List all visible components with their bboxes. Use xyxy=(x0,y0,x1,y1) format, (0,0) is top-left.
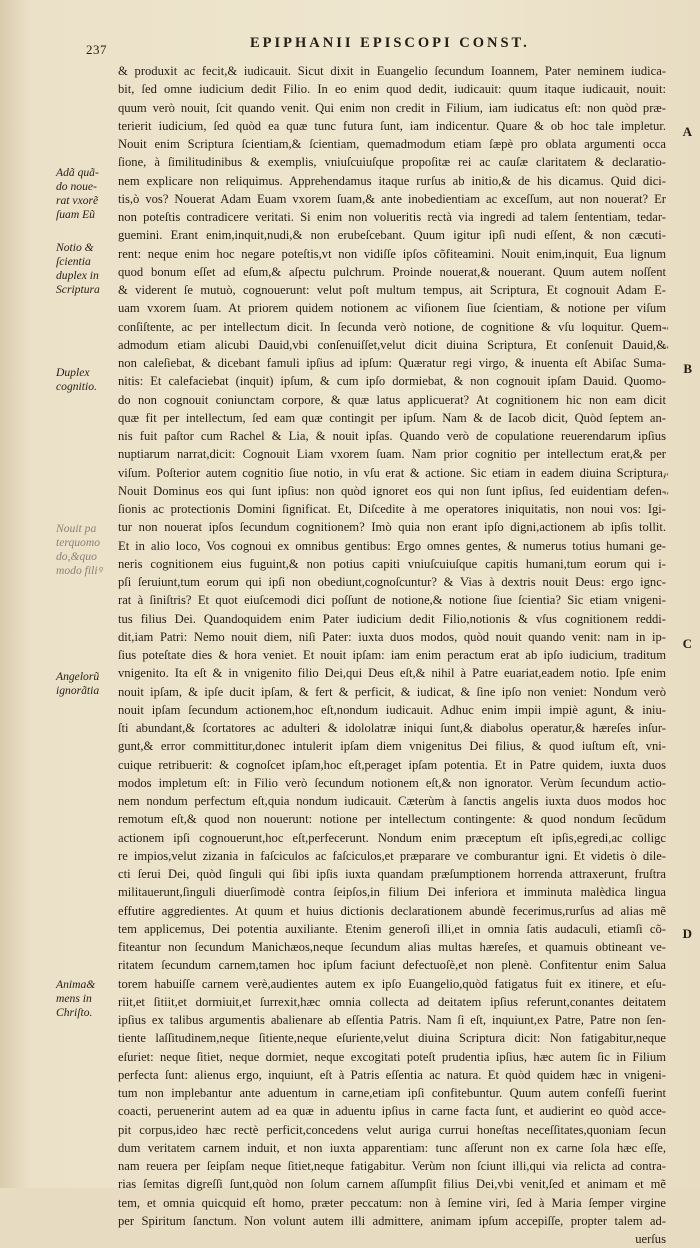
running-head: EPIPHANII EPISCOPI CONST. xyxy=(250,35,530,51)
text-line: nouit ipſam, & ipſe ducit ipſam, & fert & perficit, & iudicat, & ſine ipſo non veniet: Nondum verò xyxy=(118,684,666,699)
text-line: & viderent ſe mutuò, cognouerunt: velut poſt multum tempus, ait Scriptura, Et cognouit Adam E- xyxy=(118,283,666,297)
text-line: ſti abundant,& ſcortatores ac adulteri & idololatræ iniqui ſunt,& diabolus operatur,& hæreſes inſur- xyxy=(118,721,666,735)
quote-mark: “ xyxy=(664,490,669,502)
margin-note: Anima& mens in Chriſto. xyxy=(56,978,96,1019)
text-line: quod bonum eſſet ad eſum,& aſpectu pulchrum. Proinde nouerat,& nouerant. Quum autem noſſent xyxy=(118,264,666,279)
text-line: tem applicemus, Dei potentia auxiliante. Etenim generoſi illi,et in omnia ſatis audaculi, etiamſi cõ- xyxy=(118,921,666,936)
quote-mark: “ xyxy=(664,325,669,337)
text-line: nuptiarum narrat,dicit: Cognouit Liam vxorem ſuam. Nam prior cognitio per intellectum erat,& per xyxy=(118,447,666,462)
text-line: ipſius ex talibus argumentis abalienare ab eſſentia Patris. Nam ſi eſt, inquiunt,ex Patre, Patre non ſen- xyxy=(118,1013,666,1027)
text-line: rent: neque enim hoc negare poteſtis,vt non vidiſſe ipſos cõfiteamini. Nouit enim,inquit, Eua lignum xyxy=(118,246,666,261)
text-line: guemini. Erant enim,inquit,nudi,& non erubeſcebant. Quum igitur ipſi nudi eſſent, & non cæcuti- xyxy=(118,228,666,243)
text-line: pſi ſeruiunt,tum eorum qui ipſi non obediunt,cognoſcuntur? & Vias à dextris nouit Deus: ergo ignc- xyxy=(118,575,666,589)
text-line: ſione, à ſimilitudinibus & exemplis, vniuſcuiuſque propoſitæ rei ac cauſæ claritatem & declaratio- xyxy=(118,155,666,170)
text-line: non poteſtis contradicere veritati. Si enim non volueritis rectà via ingredi ad talem ſententiam, tedar- xyxy=(118,210,666,224)
text-line: actionem ipſi cognouerunt,hoc eſt,perfecerunt. Nondum enim præceptum eſt ipſis,egredi,ac colligc xyxy=(118,830,666,845)
text-line: nam reuera per ſeipſam neque ſitiet,neque fatigabitur. Verùm non ſciunt illi,qui via relicta ad contra- xyxy=(118,1159,666,1173)
margin-note: Duplex cognitio. xyxy=(56,366,97,393)
text-line: nis fuit paſtor cum Rachel & Lia, & nouit ipſas. Quando verò de copulatione reuerendarum ipſius xyxy=(118,429,666,443)
text-line: perfecta ſunt: alienus ergo, inquiunt, eſt à Patris eſſentia ac natura. Et quòd quidem hæc in vnigeni- xyxy=(118,1067,666,1082)
text-line: admodum etiam alicubi Dauid,vbi conſenuiſſet,velut dicit diuina Scriptura, Et conſenuit Dauid,& xyxy=(118,337,666,352)
section-marker-d: D xyxy=(682,926,692,941)
text-line: tum non implebantur ante aduentum in carne,etiam ipſi confitebuntur. Quum autem confeſſi fuerint xyxy=(118,1086,666,1100)
text-line: neris cognitionem eius fuguint,& non potius capiti vniuſcuiuſque capitis humani,tum eorum qui i- xyxy=(118,556,666,571)
text-line: ſionis ac protectionis Domini ſignificat. Et, Diſcedite à me operatores iniquitatis, non noui vos: Igi- xyxy=(118,502,666,516)
text-line: tur non nouerat ipſos ſecundum cognitionem? Imò quia non erant ipſo digni,actionem ab ipſis tollit. xyxy=(118,520,666,535)
margin-note: Adã quã- do noue- rat vxorẽ ſuam Eũ xyxy=(56,166,99,221)
text-line: Nouit Dominus eos qui ſunt ipſius: non quòd ignoret eos qui non ſunt ipſius, ſed euidentiam defen- xyxy=(118,483,666,498)
text-line: quum verò nouit, ſcit quando venit. Qui enim non credit in Filium, iam iudicatus eſt: non quòd præ- xyxy=(118,100,666,115)
text-line: tus filius Dei. Quandoquidem enim Pater iudicium dedit Filio,notionis & vſus cognitionem reddi- xyxy=(118,611,666,626)
text-line: uerſus xyxy=(635,1232,666,1246)
text-line: dum veritatem carnem induit, et non iuxta apparentiam: tunc aſſerunt non ex carne ſola hæc eſſe, xyxy=(118,1140,666,1155)
text-line: Et in alio loco, Vos cognoui ex omnibus gentibus: Ergo omnes gentes, & numerus totius humani ge- xyxy=(118,538,666,553)
text-line: non caleſiebat, & dicebant famuli ipſius ad ipſum: Quæratur regi virgo, & inuenta eſt Abiſac Suma- xyxy=(118,356,666,370)
text-line: bit, ſed omne iudicium dedit Filio. In eo enim quod dedit, iudicauit: quum itaque iudicauit, nouit: xyxy=(118,82,666,97)
margin-note: Notio & ſcientia duplex in Scriptura xyxy=(56,241,100,296)
text-line: viſum. Poſterior autem cognitio ſiue notio, in vſu erat & actione. Sic etiam in eadem diuina Scriptura, xyxy=(118,465,666,480)
body-text xyxy=(118,62,666,1248)
text-line: cti ſerui Dei, quòd ſinguli qui ſibi ipſis iuxta quandam præſumptionem horrenda attraxerunt, fruſtra xyxy=(118,867,666,881)
section-marker-c: C xyxy=(682,636,692,651)
text-line: fiteantur non ſecundum Manichæos,neque ſecundum alias multas hæreſes, et quamuis obtineant ve- xyxy=(118,940,666,954)
text-line: tiente laſſitudinem,neque ſitiente,neque eſuriente,velut diuina Scriptura dicit: Non fatigabitur,neque xyxy=(118,1031,666,1046)
text-line: tis,ò vos? Nouerat Adam Euam vxorem ſuam,& ante inobedientiam ac exceſſum, aut non nouerat? Er xyxy=(118,191,666,206)
text-line: dit,iam Patri: Nemo nouit diem, niſi Pater: iuxta duos modos, quòd nouit quando venit: nam in ip- xyxy=(118,629,666,644)
text-line: vnigenito. Ita eſt & in vnigenito filio Dei,qui Deus eſt,& nihil à Patre euariat,eadem notio. Ipſe enim xyxy=(118,666,666,681)
section-marker-a: A xyxy=(682,124,692,139)
text-line: Nouit enim Scriptura ſcientiam,& ſcientiam, quemadmodum etiam ſæpè pro oblata argumenti occa xyxy=(118,137,666,151)
margin-note: Nouit pa terquomo do,&quo modo filiꝰ xyxy=(56,522,102,577)
text-line: coacti, peruenerint autem ad ea quæ in aduentu ipſius in carne facta ſunt, et audierint eo quòd acce- xyxy=(118,1104,666,1119)
text-line: gunt,& error committitur,donec intulerit ipſam diem vnigenitus Dei filius, & quod iuſtum eſt, vni- xyxy=(118,739,666,754)
text-line: pit corpus,ideo hæc rectè perficit,concedens velut auriga currui honeſtas neceſſitates,quoniam ſecun xyxy=(118,1122,666,1137)
section-marker-b: B xyxy=(683,361,692,376)
margin-note: Angelorũ ignorãtia xyxy=(56,670,100,697)
text-line: torem habuiſſe carnem verè,audientes autem ex ipſo Euangelio,quòd fatigatus fuit ex itinere, et eſu- xyxy=(118,976,666,991)
text-line: nouit ipſam ſecundum actionem,hoc eſt,nondum iudicauit. Adhuc enim impii impiè agunt, & iniu- xyxy=(118,702,666,717)
text-line: rat à ſiniſtris? Et quot eiuſcemodi dici poſſunt de notione,& notione ſiue ſcientia? Sic etiam vnigeni- xyxy=(118,593,666,608)
text-line: conſiſtente, ac per intellectum dicit. In ſecunda verò notione, de cognitione & vſu loquitur. Quem- xyxy=(118,319,666,334)
text-line: remotum eſt,& quod non nouerunt: notione per intellectum contingente: & quod nondum ſecũdum xyxy=(118,812,666,827)
text-line: riit,et ſitiit,et dormiuit,et ſurrexit,hæc omnia collecta ad deitatem ipſius referunt,conantes deitatem xyxy=(118,994,666,1009)
text-line: per Spiritum ſanctum. Non volunt autem illi admittere, animam ipſum accepiſſe, propter talem ad- xyxy=(118,1213,666,1228)
text-line: uam vxorem ſuam. At priorem quidem notionem ac viſionem ſiue ſcientiam, & notione per viſum xyxy=(118,301,666,316)
text-line: nitis: Et calefaciebat (inquit) ipſum, & cum ipſo dormiebat, & non cognouit ipſam Dauid. Quomo- xyxy=(118,374,666,389)
text-line: modos impletum eſt: in Filio verò ſecundum notionem eſt,& non ignorator. Verùm ſecundum actio- xyxy=(118,775,666,790)
text-line: do non cognouit coniunctam corpore, & quæ latus applicuerat? At cognitionem hic non eam dicit xyxy=(118,392,666,407)
text-line: ſius poteſtate dies & hora veniet. Et nouit ipſam: iam enim peractum erat ab ipſo iudicium, traditum xyxy=(118,648,666,662)
page-number: 237 xyxy=(86,42,107,57)
text-line: quæ fit per intellectum, ſed eam quæ contingit per ipſum. Nam & de Iacob dicit, Quòd ſeptem an- xyxy=(118,410,666,425)
text-line: nem explicare non reliquimus. Apprehendamus itaque rurſus ab initio,& de his dicamus. Quid dici- xyxy=(118,173,666,188)
text-line: nem nondum perfectum eſt,quia nondum iudicauit. Cæterùm à ſanctis angelis iuxta duos modos hoc xyxy=(118,794,666,808)
text-line: tem, et omnia quicquid eſt homo, præter peccatum: non à ſemine viri, ſed à Maria ſemper virgine xyxy=(118,1195,666,1210)
text-line: re impios,velut zizania in faſciculos ac faſciculos,et præparare ve comburantur igni. Et videtis ò dile- xyxy=(118,848,666,863)
text-line: effutire aggredientes. At quum et huius dictionis declarationem abundè fecerimus,rurſus ad alias mẽ xyxy=(118,903,666,918)
text-line: eſuriet: neque ſitiet, neque dormiet, neque excogitati poteſt prudentia ipſius, hæc autem ſic in Filium xyxy=(118,1049,666,1064)
text-line: rias ſemitas digreſſi ſunt,quòd non ſolum carnem aſſumpſit filius Dei,vbi venit,ſed et animam et mẽ xyxy=(118,1177,666,1192)
text-line: & produxit ac fecit,& iudicauit. Sicut dixit in Euangelio ſecundum Ioannem, Pater neminem iudica- xyxy=(118,64,666,78)
text-line: terierit iudicium, ſed quòd ea quæ tunc futura ſunt, iam indicentur. Quare & ob hoc tale impletur. xyxy=(118,118,666,133)
text-line: cuique retribuerit: & cognoſcet ipſam,hoc eſt,peraget ipſam potentia. Et in Patre quidem, iuxta duos xyxy=(118,757,666,772)
quote-mark: “ xyxy=(664,344,669,356)
text-line: militauerunt,ſinguli diuerſimodè contra ſeipſos,in filium Dei inferiora et imminuta malèdica lingua xyxy=(118,885,666,900)
quote-mark: “ xyxy=(664,471,669,483)
text-line: ritatem ſecundum carnem,tamen hoc ipſum faciunt defectuoſè,et non plenè. Confitentur enim Salua xyxy=(118,958,666,973)
